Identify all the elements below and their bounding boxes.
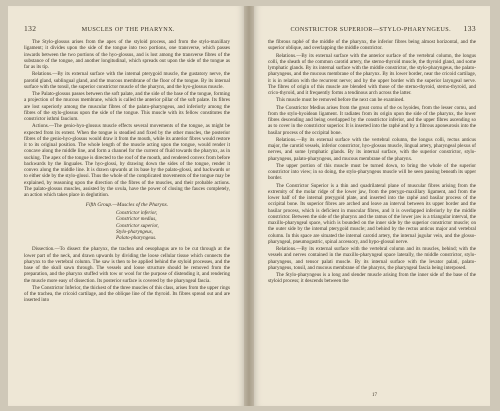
right-page-number: 133 <box>463 24 476 33</box>
paragraph: The Palato-glossus passes between the soft palate, and the side of the base of the tongue, forming a projection of the mucous membrane, which is called the anterior pillar of the soft palate. Its fibres are lost superiorly among the muscular fibres of the palato-pharyngeus, and inferiorly among the fibres of the stylo-glossus upon the side of the tongue. This muscle with its fellow constitutes the constrictor isthmi faucium. <box>24 91 230 122</box>
paragraph: Relations.—By its external surface with the vertebral column and its muscles, behind; with the vessels and nerves contained in the maxillo-pharyngeal space laterally, the middle constrictor, stylo-pharyngeus, and tensor palati muscle. By its internal surface with the levator palati, palato-pharyngeus, tonsil, and mucous membrane of the pharynx, the pharyngeal fascia being interposed. <box>268 246 476 271</box>
paragraph: The Constrictor Medius arises from the great cornu of the os hyoides, from the lesser cornu, and from the stylo-hyoidean ligament. It radiates from its origin upon the side of the pharynx, the lower fibres descending and being overlapped by the constrictor inferior, and the upper fibres ascending so as to cover in the constrictor superior. It is inserted into the raphé and by a fibrous aponeurosis into the basilar process of the occipital bone. <box>268 104 476 136</box>
paragraph: Dissection.—To dissect the pharynx, the trachea and oesophagus are to be cut through at the lower part of the neck, and drawn upwards by dividing the loose cellular tissue which connects the pharynx to the vertebral column. The saw is then to be applied behind the styloid processes, and the base of the skull sawn through. The vessels and loose structure should be removed from the preparation, and the pharynx stuffed with tow or wool for the purpose of distending it, and rendering the muscle more easy of dissection. Its posterior surface is covered by the pharyngeal fascia. <box>24 246 230 284</box>
group-title: Fifth Group.—Muscles of the Pharynx. <box>85 202 169 209</box>
signature-mark: 17 <box>372 393 377 398</box>
paragraph: the fibrous raphé of the middle of the pharynx, the inferior fibres being almost horizontal, and the superior oblique, and overlapping the middle constrictor. <box>268 39 476 52</box>
list-item: Constrictor superior, <box>116 222 159 229</box>
list-item: Constrictor medius, <box>116 216 157 223</box>
paragraph: The Stylo-pharyngeus is a long and slender muscle arising from the inner side of the base of the styloid process; it descends between the <box>268 272 476 285</box>
left-page <box>8 6 244 406</box>
left-running-title: MUSCLES OF THE PHARYNX. <box>81 26 175 33</box>
paragraph: The Stylo-glossus arises from the apex of the styloid process, and from the stylo-maxillary ligament; it divides upon the side of the tongue into two portions, one transverse, which passes inwards between the two portions of the hyo-glossus, and is lost among the transverse fibres of the substance of the tongue, and another longitudinal, which spreads out upon the side of the tongue as far as its tip. <box>24 39 230 70</box>
paragraph: The upper portion of this muscle must be turned down, to bring the whole of the superior constrictor into view; in so doing, the stylo-pharyngeus muscle will be seen passing beneath its upper border. <box>268 162 476 182</box>
left-page-number: 132 <box>24 24 37 33</box>
book-gutter <box>244 6 254 406</box>
list-item: Stylo-pharyngeus, <box>116 228 153 235</box>
left-running-head <box>24 24 230 33</box>
paragraph: The Constrictor Superior is a thin and quadrilateral plane of muscular fibres arising from the extremity of the molar ridge of the lower jaw, from the pterygo-maxillary ligament, and from the lower half of the internal pterygoid plate, and inserted into the raphé and basilar process of the occipital bone. Its superior fibres are arched and leave an interval between its upper border and the basilar process, which is deficient in muscular fibres, and it is overlapped inferiorly by the middle constrictor. Between the side of the pharynx and the ramus of the lower jaw is a triangular interval, the maxillo-pharyngeal space, which is bounded on the inner side by the superior constrictor muscle; on the outer side by the internal pterygoid muscle; and behind by the rectus anticus major and vertebral column. In this space are situated the internal carotid artery, the internal jugular vein, and the glosso-pharyngeal, pneumogastric, spinal accessory, and hypo-glossal nerve. <box>268 182 476 245</box>
paragraph: Actions.—The genio-hyo-glossus muscle effects several movements of the tongue, as might be expected from its extent. When the tongue is steadied and fixed by the other muscles, the posterior fibres of the genio-hyo-glossus would draw it from the mouth, while its anterior fibres would restore it to its original position. The whole length of the muscle acting upon the tongue, would render it concave along the middle line, and form a channel for the current of fluid towards the pharynx, as in sucking. The apex of the tongue is directed to the roof of the mouth, and rendered convex from before backwards by the linguales. The hyo-glossi, by drawing down the sides of the tongue, render it convex along the middle line. It is drawn upwards at its base by the palato-glossi, and backwards or to either side by the stylo-glossi. Thus the whole of the complicated movements of the tongue may be explained, by reasoning upon the direction of the fibres of the muscles, and their probable actions. The palato-glossus muscles, assisted by the uvula, have the power of closing the fauces completely, an action which takes place in deglutition. <box>24 123 230 198</box>
list-item: Palato-pharyngeus. <box>116 235 157 242</box>
paragraph: Relations.—By its external surface with the internal pterygoid muscle, the gustatory nerve, the parotid gland, sublingual gland, and the mucous membrane of the floor of the tongue. By its internal surface with the tonsil, the superior constrictor muscle of the pharynx, and the hyo-glossus muscle. <box>24 71 230 90</box>
right-running-head <box>268 24 476 33</box>
right-page <box>254 6 490 406</box>
paragraph: This muscle must be removed before the next can be examined. <box>276 97 405 104</box>
paragraph: Relations.—By its external surface with the anterior surface of the vertebral column, the longus colli, the sheath of the common carotid artery, the sterno-thyroid muscle, the thyroid gland, and some lymphatic glands. By its internal surface with the middle constrictor, the stylo-pharyngeus, the palato-pharyngeus, and the mucous membrane of the pharynx. By its lower border, near the cricoid cartilage, it is in relation with the recurrent nerve; and by the upper border with the superior laryngeal nerve. The fibres of origin of this muscle are blended with those of the sterno-thyroid, sterno-thyroid, and crico-thyroid, and it frequently forms a tendinous arch across the latter. <box>268 52 476 96</box>
right-running-title: CONSTRICTOR SUPERIOR—STYLO-PHARYNGEUS. <box>290 26 452 33</box>
paragraph: The Constrictor Inferior, the thickest of the three muscles of this class, arises from the upper rings of the trachea, the cricoid cartilage, and the oblique line of the thyroid. Its fibres spread out and are inserted into <box>24 284 230 304</box>
muscle-list <box>24 210 230 241</box>
list-item: Constrictor inferior, <box>116 210 158 217</box>
paragraph: Relations.—By its external surface with the vertebral column, the longus colli, rectus anticus major, the carotid vessels, inferior constrictor, hyo-glossus muscle, lingual artery, pharyngeal plexus of nerves, and some lymphatic glands. By its internal surface, with the superior constrictor, stylo-pharyngeus, palato-pharyngeus, and mucous membrane of the pharynx. <box>268 136 476 162</box>
